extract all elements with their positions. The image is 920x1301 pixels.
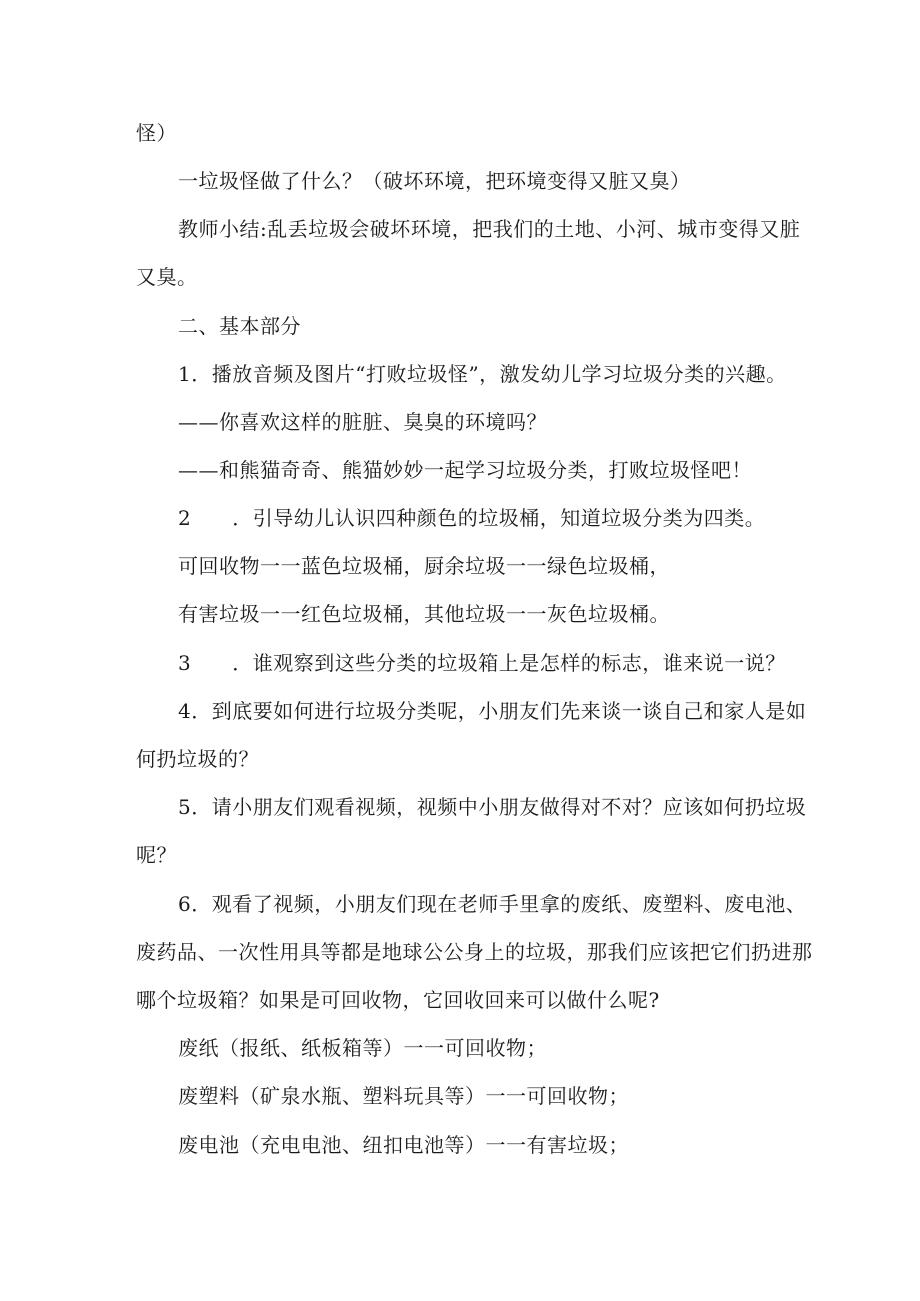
text-line-item-6-cont-1: 废药品、一次性用具等都是地球公公身上的垃圾，那我们应该把它们扔进那 <box>136 940 813 964</box>
text-line-item-2: 2 ．引导幼儿认识四种颜色的垃圾桶，知道垃圾分类为四类。 <box>178 506 766 530</box>
text-line-item-6-cont-2: 哪个垃圾箱？如果是可回收物，它回收回来可以做什么呢? <box>136 988 660 1012</box>
text-line-1: 怪） <box>136 121 177 145</box>
text-line-item-3: 3 ．谁观察到这些分类的垃圾箱上是怎样的标志，谁来说一说？ <box>178 651 786 675</box>
text-line-2: 一垃圾怪做了什么？（破坏环境，把环境变得又脏又臭） <box>178 169 691 193</box>
text-line-item-6: 6．观看了视频，小朋友们现在老师手里拿的废纸、废塑料、废电池、 <box>178 892 807 916</box>
text-line-waste-battery: 废电池（充电电池、纽扣电池等）一一有害垃圾； <box>178 1133 629 1157</box>
text-line-item-4: 4．到底要如何进行垃圾分类呢，小朋友们先来谈一谈自己和家人是如 <box>178 699 807 723</box>
text-line-bins-2: 有害垃圾一一红色垃圾桶，其他垃圾一一灰色垃圾桶。 <box>178 602 670 626</box>
text-line-4: 又臭。 <box>136 265 198 289</box>
text-line-waste-plastic: 废塑料（矿泉水瓶、塑料玩具等）一一可回收物； <box>178 1084 629 1108</box>
text-line-item-4-cont: 何扔垃圾的？ <box>136 747 259 771</box>
text-line-item-5-cont: 呢？ <box>136 843 177 867</box>
text-line-item-1: 1．播放音频及图片“打败垃圾怪”，激发幼儿学习垃圾分类的兴趣。 <box>178 362 787 386</box>
text-line-3: 教师小结:乱丢垃圾会破坏环境，把我们的土地、小河、城市变得又脏 <box>178 217 801 241</box>
text-line-dash-2: ——和熊猫奇奇、熊猫妙妙一起学习垃圾分类，打败垃圾怪吧！ <box>178 458 752 482</box>
section-heading-basic: 二、基本部分 <box>178 314 301 338</box>
text-line-bins-1: 可回收物一一蓝色垃圾桶，厨余垃圾一一绿色垃圾桶， <box>178 554 670 578</box>
text-line-waste-paper: 废纸（报纸、纸板箱等）一一可回收物； <box>178 1036 547 1060</box>
text-line-item-5: 5．请小朋友们观看视频，视频中小朋友做得对不对？应该如何扔垃圾 <box>178 795 807 819</box>
text-line-dash-1: ——你喜欢这样的脏脏、臭臭的环境吗？ <box>178 410 547 434</box>
